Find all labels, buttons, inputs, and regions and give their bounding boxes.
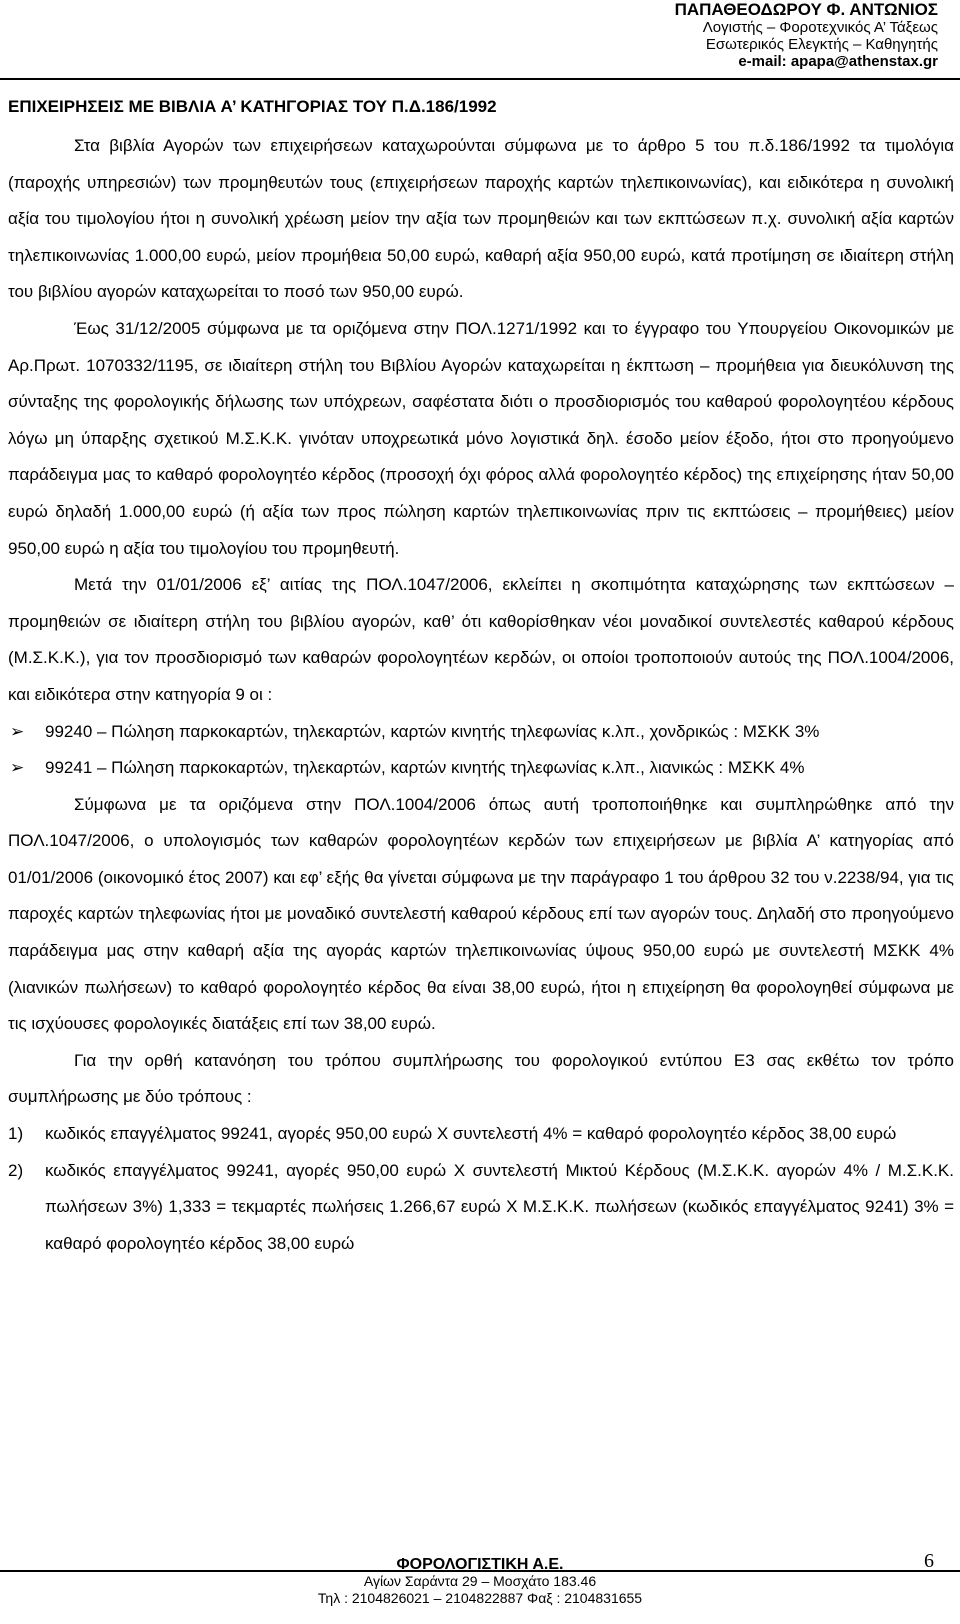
header-divider: [0, 78, 960, 80]
document-body: [8, 128, 954, 1262]
page-number: 6: [924, 1550, 934, 1572]
numbered-item-text: κωδικός επαγγέλματος 99241, αγορές 950,00 ευρώ Χ συντελεστή Μικτού Κέρδους (Μ.Σ.Κ.Κ. αγορών 4% / Μ.Σ.Κ.Κ. πωλήσεων 3%) 1,333 = τεκμαρτές πωλήσεις 1.266,67 ευρώ Χ Μ.Σ.Κ.Κ. πωλήσεων (κωδικός επαγγέλματος 9241) 3% = καθαρό φορολογητέο κέρδος 38,00 ευρώ: [45, 1160, 954, 1253]
arrow-bullet-icon: ➢: [10, 758, 25, 778]
firm-address: Αγίων Σαράντα 29 – Μοσχάτο 183.46: [363, 1573, 597, 1589]
list-item-text: 99241 – Πώληση παρκοκαρτών, τηλεκαρτών, καρτών κινητής τηλεφωνίας κ.λπ., λιανικώς : ΜΣΚΚ 4%: [45, 758, 805, 778]
paragraph: Σύμφωνα με τα οριζόμενα στην ΠΟΛ.1004/2006 όπως αυτή τροποποιήθηκε και συμπληρώθηκε από την ΠΟΛ.1047/2006, ο υπολογισμός των καθαρών φορολογητέων κερδών των επιχειρήσεων με βιβλία Α’ κατηγορίας από 01/01/2006 (οικονομικό έτος 2007) και εφ’ εξής θα γίνεται σύμφωνα με την παράγραφο 1 του άρθρου 32 του ν.2238/94, για τις παροχές καρτών τηλεφωνίας ήτοι με μοναδικό συντελεστή καθαρού κέρδους επί των αγορών τους. Δηλαδή στο προηγούμενο παράδειγμα μας στην καθαρή αξία της αγοράς καρτών τηλεπικοινωνίας ύψους 950,00 ευρώ με συντελεστή ΜΣΚΚ 4% (λιανικών πωλήσεων) το καθαρό φορολογητέο κέρδος θα είναι 38,00 ευρώ, ήτοι η επιχείρηση θα φορολογηθεί σύμφωνα με τις ισχύουσες φορολογικές διατάξεις επί των 38,00 ευρώ.: [8, 794, 954, 1034]
letterhead: [518, 0, 938, 70]
list-item: [8, 750, 954, 787]
item-number: 1): [8, 1124, 24, 1144]
paragraph: Για την ορθή κατανόηση του τρόπου συμπλήρωσης του φορολογικού εντύπου Ε3 σας εκθέτω τον τρόπο συμπλήρωσης με δύο τρόπους :: [8, 1050, 954, 1107]
paragraph: Έως 31/12/2005 σύμφωνα με τα οριζόμενα στην ΠΟΛ.1271/1992 και το έγγραφο του Υπουργείου Οικονομικών με Αρ.Πρωτ. 1070332/1195, σε ιδιαίτερη στήλη του Βιβλίου Αγορών καταχωρείται η έκπτωση – προμήθεια για διευκόλυνση της σύνταξης της φορολογικής δήλωσης των υπόχρεων, σαφέστατα διότι ο προσδιορισμός του καθαρού φορολογητέου κέρδους λόγω μη ύπαρξης σχετικού Μ.Σ.Κ.Κ. γινόταν υποχρεωτικά μόνο λογιστικά δηλ. έσοδο μείον έξοδο, ήτοι στο προηγούμενο παράδειγμα μας το καθαρό φορολογητέο κέρδος (προσοχή όχι φόρος αλλά φορολογητέο κέρδος) της επιχείρησης ήταν 50,00 ευρώ δηλαδή 1.000,00 ευρώ (ή αξία των προς πώληση καρτών τηλεπικοινωνίας πριν τις εκπτώσεις – προμήθειες) μείον 950,00 ευρώ η αξία του τιμολογίου του προμηθευτή.: [8, 318, 954, 558]
list-item: [8, 714, 954, 751]
numbered-item: [8, 1116, 954, 1153]
author-email: e-mail: apapa@athenstax.gr: [738, 53, 938, 70]
author-name: ΠΑΠΑΘΕΟΔΩΡΟΥ Φ. ΑΝΤΩΝΙΟΣ: [674, 0, 938, 19]
author-title-line1: Λογιστής – Φοροτεχνικός Α’ Τάξεως: [702, 19, 938, 36]
paragraph: Στα βιβλία Αγορών των επιχειρήσεων καταχωρούνται σύμφωνα με το άρθρο 5 του π.δ.186/1992 τα τιμολόγια (παροχής υπηρεσιών) των προμηθευτών τους (επιχειρήσεων παροχής καρτών τηλεπικοινωνίας), και ειδικότερα η συνολική αξία του τιμολογίου ήτοι η συνολική χρέωση μείον την αξία των προμηθειών και των εκπτώσεων π.χ. συνολική αξία καρτών τηλεπικοινωνίας 1.000,00 ευρώ, μείον προμήθεια 50,00 ευρώ, καθαρή αξία 950,00 ευρώ, κατά προτίμηση σε ιδιαίτερη στήλη του βιβλίου αγορών καταχωρείται το ποσό των 950,00 ευρώ.: [8, 136, 954, 302]
firm-phones: Τηλ : 2104826021 – 2104822887 Φαξ : 2104831655: [317, 1590, 643, 1606]
section-title: ΕΠΙΧΕΙΡΗΣΕΙΣ ΜΕ ΒΙΒΛΙΑ Α’ ΚΑΤΗΓΟΡΙΑΣ ΤΟΥ Π.Δ.186/1992: [8, 97, 497, 116]
item-number: 2): [8, 1160, 24, 1180]
list-item-text: 99240 – Πώληση παρκοκαρτών, τηλεκαρτών, καρτών κινητής τηλεφωνίας κ.λπ., χονδρικώς : ΜΣΚΚ 3%: [45, 721, 820, 741]
author-title-line2: Εσωτερικός Ελεγκτής – Καθηγητής: [705, 36, 938, 53]
footer: [0, 1556, 960, 1607]
arrow-bullet-icon: ➢: [10, 721, 25, 741]
paragraph: Μετά την 01/01/2006 εξ’ αιτίας της ΠΟΛ.1047/2006, εκλείπει η σκοπιμότητα καταχώρησης των εκπτώσεων – προμηθειών σε ιδιαίτερη στήλη του βιβλίου αγορών, καθ’ ότι καθορίσθηκαν νέοι μοναδικοί συντελεστές καθαρού κέρδους (Μ.Σ.Κ.Κ.), για τον προσδιορισμό των καθαρών φορολογητέων κερδών, οι οποίοι τροποποιούν αυτούς της ΠΟΛ.1004/2006, και ειδικότερα στην κατηγορία 9 οι :: [8, 575, 954, 704]
numbered-item: [8, 1153, 954, 1263]
firm-name: ΦΟΡΟΛΟΓΙΣΤΙΚΗ Α.Ε.: [396, 1556, 564, 1573]
numbered-item-text: κωδικός επαγγέλματος 99241, αγορές 950,00 ευρώ Χ συντελεστή 4% = καθαρό φορολογητέο κέρδος 38,00 ευρώ: [45, 1124, 897, 1144]
